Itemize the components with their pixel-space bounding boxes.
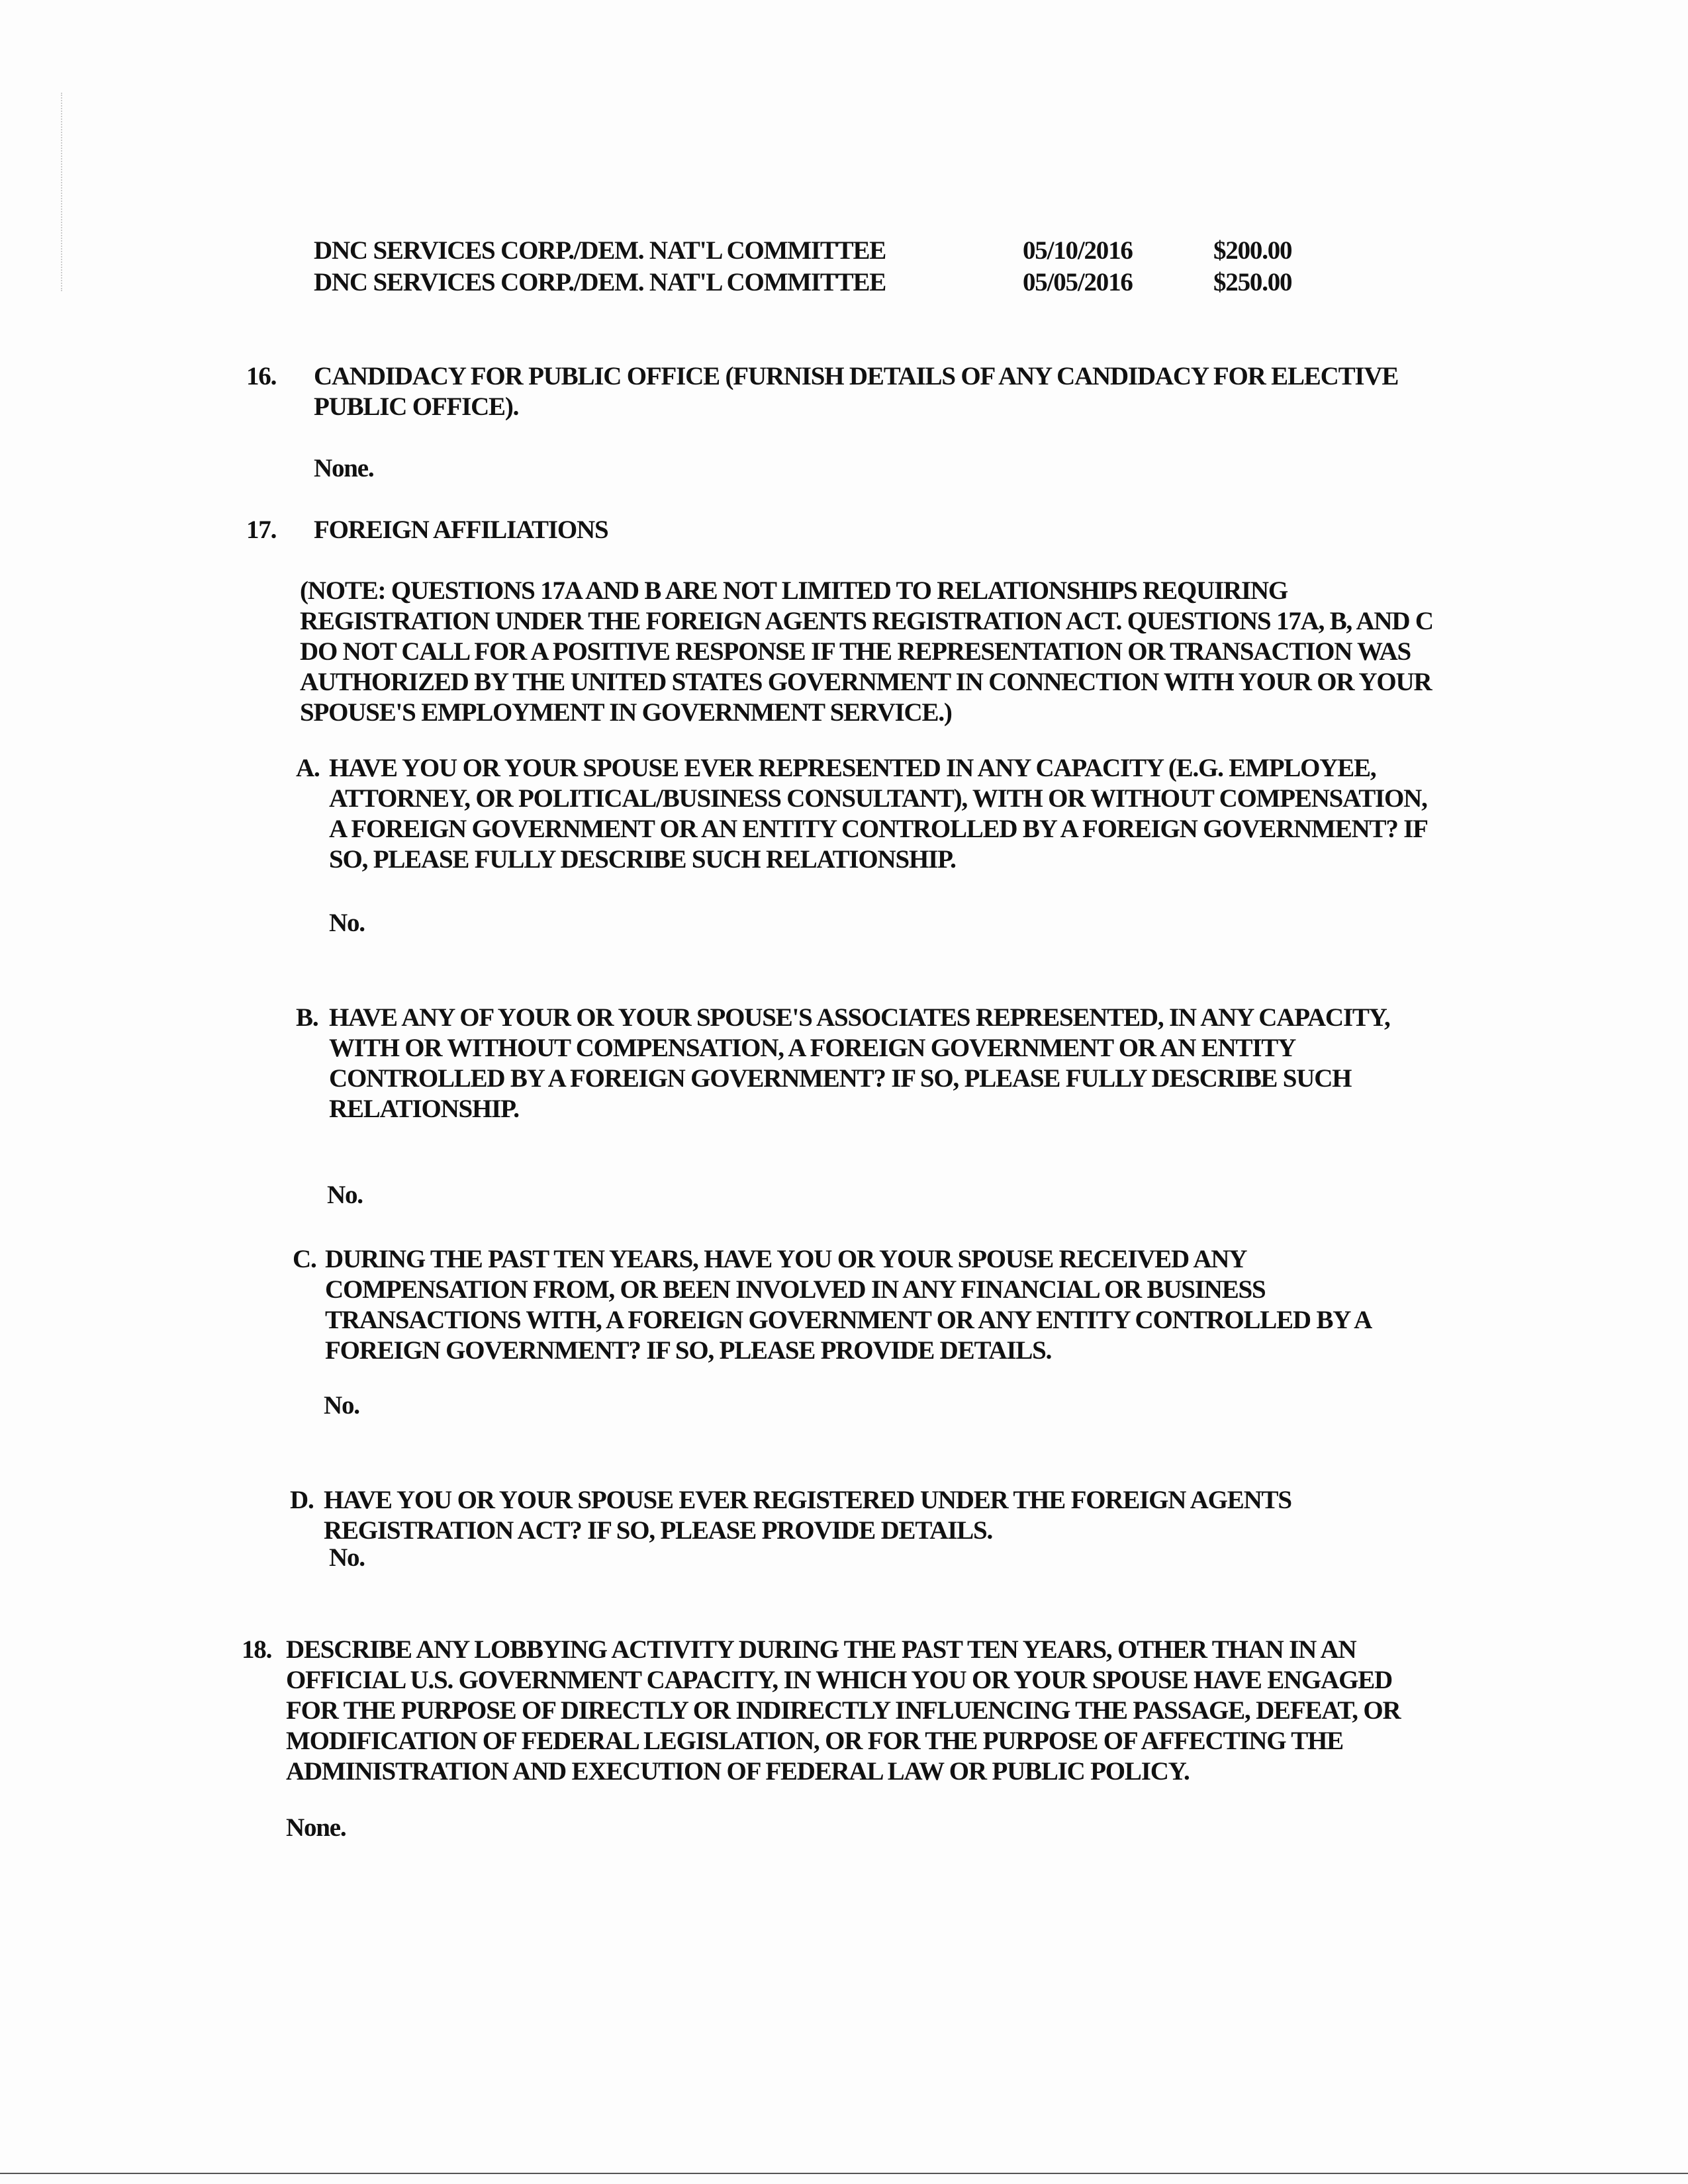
question-17d-answer: No.	[329, 1543, 365, 1572]
question-16-text	[314, 361, 1398, 422]
text-line: SPOUSE'S EMPLOYMENT IN GOVERNMENT SERVICE.)	[300, 698, 952, 727]
question-17-number: 17.	[246, 516, 277, 544]
text-line: OFFICIAL U.S. GOVERNMENT CAPACITY, IN WHICH YOU OR YOUR SPOUSE HAVE ENGAGED	[286, 1666, 1393, 1694]
contribution-amount: $250.00	[1213, 268, 1292, 296]
text-line: ATTORNEY, OR POLITICAL/BUSINESS CONSULTANT), WITH OR WITHOUT COMPENSATION,	[329, 784, 1427, 813]
text-line: HAVE YOU OR YOUR SPOUSE EVER REPRESENTED IN ANY CAPACITY (E.G. EMPLOYEE,	[329, 754, 1376, 782]
text-line: COMPENSATION FROM, OR BEEN INVOLVED IN ANY FINANCIAL OR BUSINESS	[325, 1275, 1266, 1304]
question-17b-answer: No.	[327, 1181, 363, 1209]
question-17d-letter: D.	[290, 1486, 314, 1514]
contribution-date: 05/10/2016	[1023, 236, 1133, 265]
question-17-note	[300, 576, 1433, 728]
question-17c-text	[325, 1244, 1372, 1366]
question-16-number: 16.	[246, 362, 277, 390]
question-17b-text	[329, 1003, 1390, 1124]
text-line: DO NOT CALL FOR A POSITIVE RESPONSE IF THE REPRESENTATION OR TRANSACTION WAS	[300, 637, 1411, 666]
question-18-answer: None.	[286, 1813, 346, 1842]
contribution-recipient: DNC SERVICES CORP./DEM. NAT'L COMMITTEE	[314, 268, 886, 296]
text-line: CONTROLLED BY A FOREIGN GOVERNMENT? IF SO, PLEASE FULLY DESCRIBE SUCH	[329, 1064, 1352, 1093]
text-line: DESCRIBE ANY LOBBYING ACTIVITY DURING THE PAST TEN YEARS, OTHER THAN IN AN	[286, 1635, 1356, 1664]
text-line: CANDIDACY FOR PUBLIC OFFICE (FURNISH DETAILS OF ANY CANDIDACY FOR ELECTIVE	[314, 362, 1399, 390]
question-17c-answer: No.	[324, 1391, 359, 1420]
text-line: MODIFICATION OF FEDERAL LEGISLATION, OR FOR THE PURPOSE OF AFFECTING THE	[286, 1727, 1343, 1755]
question-17d-text	[324, 1485, 1291, 1546]
page-bottom-rule	[0, 2173, 1688, 2174]
question-18-number: 18.	[242, 1635, 272, 1664]
question-17c-letter: C.	[293, 1245, 316, 1273]
contribution-amount: $200.00	[1213, 236, 1292, 265]
text-line: HAVE YOU OR YOUR SPOUSE EVER REGISTERED UNDER THE FOREIGN AGENTS	[324, 1486, 1291, 1514]
scan-edge-mark	[61, 93, 63, 291]
text-line: AUTHORIZED BY THE UNITED STATES GOVERNMENT IN CONNECTION WITH YOUR OR YOUR	[300, 668, 1432, 696]
text-line: WITH OR WITHOUT COMPENSATION, A FOREIGN GOVERNMENT OR AN ENTITY	[329, 1034, 1296, 1062]
contribution-recipient: DNC SERVICES CORP./DEM. NAT'L COMMITTEE	[314, 236, 886, 265]
question-17a-answer: No.	[329, 909, 365, 937]
text-line: SO, PLEASE FULLY DESCRIBE SUCH RELATIONSHIP.	[329, 845, 956, 874]
text-line: TRANSACTIONS WITH, A FOREIGN GOVERNMENT OR ANY ENTITY CONTROLLED BY A	[325, 1306, 1372, 1334]
question-18-text	[286, 1635, 1401, 1787]
text-line: FOREIGN GOVERNMENT? IF SO, PLEASE PROVIDE DETAILS.	[325, 1336, 1052, 1365]
text-line: REGISTRATION ACT? IF SO, PLEASE PROVIDE DETAILS.	[324, 1516, 993, 1545]
text-line: A FOREIGN GOVERNMENT OR AN ENTITY CONTROLLED BY A FOREIGN GOVERNMENT? IF	[329, 815, 1428, 843]
text-line: PUBLIC OFFICE).	[314, 392, 519, 421]
question-17a-text	[329, 753, 1428, 875]
text-line: ADMINISTRATION AND EXECUTION OF FEDERAL LAW OR PUBLIC POLICY.	[286, 1757, 1190, 1786]
question-17b-letter: B.	[296, 1003, 318, 1032]
text-line: REGISTRATION UNDER THE FOREIGN AGENTS REGISTRATION ACT. QUESTIONS 17A, B, AND C	[300, 607, 1433, 635]
question-17a-letter: A.	[296, 754, 320, 782]
text-line: FOR THE PURPOSE OF DIRECTLY OR INDIRECTLY INFLUENCING THE PASSAGE, DEFEAT, OR	[286, 1696, 1401, 1725]
question-16-answer: None.	[314, 454, 374, 482]
text-line: DURING THE PAST TEN YEARS, HAVE YOU OR YOUR SPOUSE RECEIVED ANY	[325, 1245, 1247, 1273]
question-17-title: FOREIGN AFFILIATIONS	[314, 516, 608, 544]
text-line: RELATIONSHIP.	[329, 1095, 519, 1123]
text-line: HAVE ANY OF YOUR OR YOUR SPOUSE'S ASSOCIATES REPRESENTED, IN ANY CAPACITY,	[329, 1003, 1390, 1032]
contribution-date: 05/05/2016	[1023, 268, 1133, 296]
text-line: (NOTE: QUESTIONS 17A AND B ARE NOT LIMITED TO RELATIONSHIPS REQUIRING	[300, 576, 1288, 605]
